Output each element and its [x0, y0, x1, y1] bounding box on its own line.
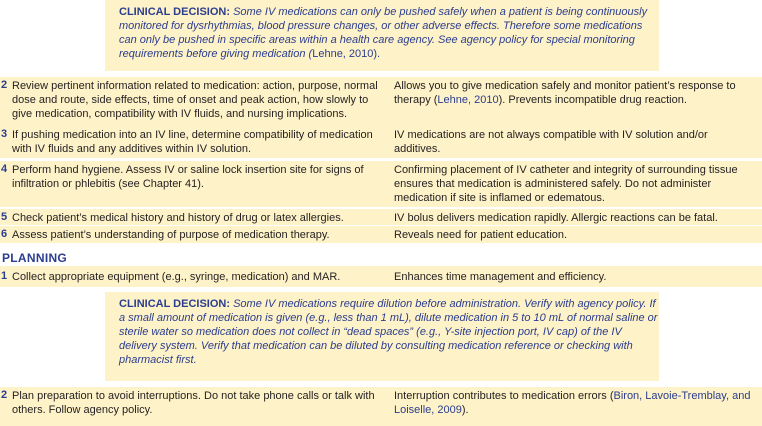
step-action: Collect appropriate equipment (e.g., syringe, medication) and MAR. — [12, 271, 341, 283]
step-action: Review pertinent information related to medication: action, purpose, normal dose and route, side effects, time of onset and peak action, how slowly to give medication, compatibility with IV fluids, and nursing implications. — [12, 80, 378, 120]
section-title-planning: PLANNING — [2, 251, 68, 265]
step-number: 2 — [1, 389, 8, 401]
table-row-step-2 — [0, 77, 762, 132]
clinical-decision-label: CLINICAL DECISION: — [119, 6, 231, 18]
rationale-text-end: ). — [461, 404, 469, 416]
step-rationale: Enhances time management and efficiency. — [394, 271, 607, 283]
citation-end: ). — [373, 48, 381, 60]
step-number: 4 — [1, 163, 8, 175]
rationale-text: Allows you to give medication safely and monitor patient’s response to therapy ( — [394, 80, 736, 106]
table-row-step-4 — [0, 161, 762, 208]
table-row-planning-1 — [0, 266, 762, 288]
step-number: 5 — [1, 211, 8, 223]
step-rationale: Confirming placement of IV catheter and integrity of surrounding tissue ensures that medication is administered safely. Do not administer medication if site is inflamed or edematous. — [394, 164, 738, 204]
step-number: 1 — [1, 270, 8, 282]
step-action: Assess patient’s understanding of purpose of medication therapy. — [12, 229, 330, 241]
step-rationale: IV medications are not always compatible with IV solution and/or additives. — [394, 129, 708, 155]
clinical-decision-box-2 — [105, 292, 659, 381]
citation: Biron, Lavoie-Tremblay, and Loiselle, 2009 — [394, 390, 751, 416]
table-row-planning-2 — [0, 387, 762, 426]
rationale-text-end: ). Prevents incompatible drug reaction. — [498, 94, 687, 106]
step-action: Perform hand hygiene. Assess IV or saline lock insertion site for signs of infiltration or phlebitis (see Chapter 41). — [12, 164, 364, 190]
table-row-step-3 — [0, 126, 762, 159]
clinical-decision-text: Some IV medications require dilution before administration. Verify with agency policy. If a small amount of medication is given (e.g., less than 1 mL), dilute medication in 5 to 10 mL of normal saline or sterile water so medication does not collect in “dead spaces” (e.g., Y-site injection port, IV cap) of the IV delivery system. Verify that medication can be diluted by consulting medication reference or checking with pharmacist first. — [119, 298, 658, 366]
clinical-decision-box-1 — [105, 0, 659, 71]
citation: Lehne, 2010 — [437, 94, 499, 106]
step-action: Plan preparation to avoid interruptions. Do not take phone calls or talk with others. Follow agency policy. — [12, 390, 375, 416]
clinical-decision-label: CLINICAL DECISION: — [119, 298, 231, 310]
step-number: 2 — [1, 79, 8, 91]
step-rationale — [394, 79, 754, 107]
citation: Lehne, 2010 — [312, 48, 374, 60]
step-number: 6 — [1, 228, 8, 240]
rationale-text: Interruption contributes to medication errors ( — [394, 390, 614, 402]
step-number: 3 — [1, 128, 8, 140]
step-rationale: IV bolus delivers medication rapidly. Allergic reactions can be fatal. — [394, 212, 718, 224]
step-action: Check patient’s medical history and history of drug or latex allergies. — [12, 212, 344, 224]
step-rationale — [394, 389, 754, 417]
step-rationale: Reveals need for patient education. — [394, 229, 568, 241]
step-action: If pushing medication into an IV line, determine compatibility of medication with IV fluids and any additives within IV solution. — [12, 129, 373, 155]
table-row-step-6 — [0, 226, 762, 244]
table-row-step-5 — [0, 209, 762, 226]
clinical-decision-text: Some IV medications can only be pushed safely when a patient is being continuously monitored for dysrhythmias, blood pressure changes, or other adverse effects. Therefore some medications can only be pushed in specific areas within a health care agency. See agency policy for special monitoring requirements before giving medication ( — [119, 6, 648, 60]
